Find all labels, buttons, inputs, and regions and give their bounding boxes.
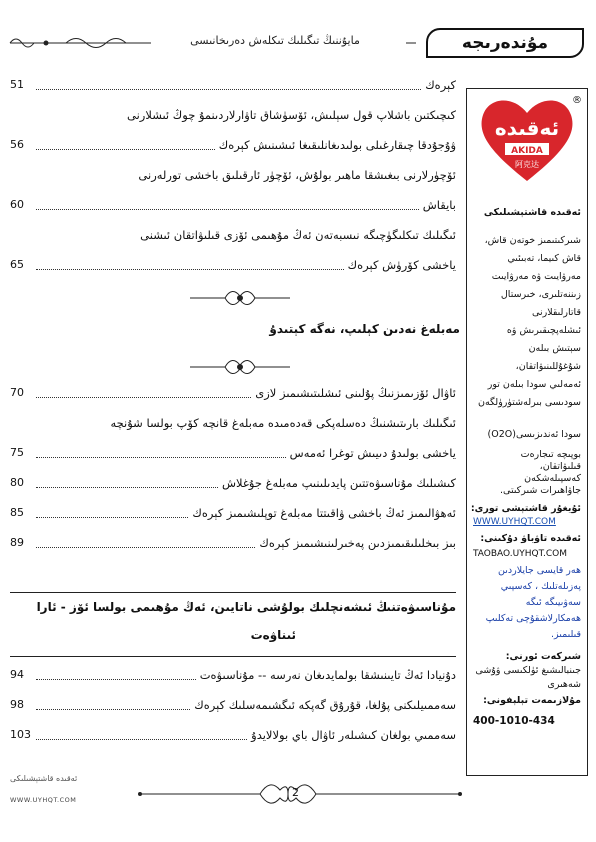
sidebar-text-line: كەسپىلەشكەن [524, 473, 581, 484]
toc-entry-title: كىچىكتىن باشلاپ قول سېلىش، ئۆسۈشاق تاۋارلاردىنمۇ چوڭ ئىشلارنى [127, 108, 456, 122]
toc-entry[interactable] [10, 414, 458, 438]
toc-entry[interactable] [10, 444, 458, 468]
divider [10, 592, 456, 593]
toc-page-number: 70 [10, 386, 24, 399]
sidebar-text-line: ھەمكارلاشقۇچى تەكلىپ [485, 613, 581, 624]
logo-latin: AKIDA [511, 146, 543, 156]
dot-leader [36, 269, 344, 270]
toc-entry[interactable] [10, 504, 458, 528]
toc-entry-title: ئەھۋالىمىز ئەڭ باخشى ۋاقىتتا مەبلەغ توپلىشىمىز كېرەك [192, 506, 456, 520]
sidebar-text-line: سەۋىيىگە ئىگە [525, 597, 581, 608]
sidebar-text-line: سېتىش بىلەن [528, 343, 581, 354]
logo-chinese: 阿克达 [515, 160, 539, 169]
toc-page-number: 56 [10, 138, 24, 151]
section-divider-ornament [190, 285, 290, 311]
toc-entry-title: ۋۇجۇدقا چىقارغىلى بولىدىغانلىقىغا ئىشىنىش كېرەك [218, 138, 456, 152]
section-title-box [426, 28, 584, 58]
toc-entry-title: سەممىي بولغان كىشىلەر ئاۋال باي بولالايدۇ [251, 728, 456, 742]
shop-url-link[interactable]: WWW.UYHQT.COM [473, 517, 556, 527]
o2o-text: (O2O)سودا ئەندىزىسى [487, 429, 581, 440]
dot-leader [36, 487, 218, 488]
toc-entry[interactable] [10, 226, 458, 250]
sidebar-text-line: قىلىۋاتقان، [539, 461, 581, 472]
toc-page-number: 85 [10, 506, 24, 519]
toc-page-number: 98 [10, 698, 24, 711]
dot-leader [36, 397, 251, 398]
toc-page-number: 51 [10, 78, 24, 91]
toc-page-number: 80 [10, 476, 24, 489]
footer-ornament [120, 774, 480, 814]
toc-page-number: 60 [10, 198, 24, 211]
toc-page-number: 103 [10, 728, 31, 741]
sidebar-text-line: جاۋاھىرات شىركىتى. [500, 485, 581, 496]
sidebar-text-line: ئىشلەپچىقىرىش ۋە [506, 325, 581, 336]
shop-label: ئۇيغۇر قاشتېشى تورى: [470, 503, 581, 514]
dot-leader [36, 149, 215, 150]
toc-entry-title: ئاۋال ئۆزىمىزنىڭ پۇلىنى ئىشلىتىشىمىز لازى [255, 386, 456, 400]
toc-page-number: 65 [10, 258, 24, 271]
dot-leader [36, 709, 190, 710]
sidebar-text-line: ھەر قايسى جايلاردىن [498, 565, 581, 576]
toc-entry[interactable] [10, 726, 458, 750]
sidebar-text-line: پەزىلەتلىك ، كەسپىي [500, 581, 581, 592]
taobao-url[interactable]: TAOBAO.UYHQT.COM [473, 549, 567, 559]
dot-leader [36, 209, 419, 210]
registered-mark: ® [572, 95, 582, 106]
toc-entry-title: كىشىلىك مۇناسىۋەتتىن پايدىلىنىپ مەبلەغ جۇغلاش [221, 476, 456, 490]
running-title: مايۇننىڭ تىگىلىك تىكلەش دەرىخانىسى [190, 34, 360, 47]
sidebar-text-line: قاش كىيما، تەبىئىي [507, 253, 581, 264]
toc-entry[interactable] [10, 384, 458, 408]
toc-entry[interactable] [10, 166, 458, 190]
taobao-label: ئەقىدە تاۋباۋ دۇكىنى: [480, 533, 581, 544]
toc-entry-title: ياخشى بولىدۇ دىيىش توغرا ئەمەس [289, 446, 456, 460]
toc-page-number: 89 [10, 536, 24, 549]
toc-entry[interactable] [10, 196, 458, 220]
sidebar-text-line: مەرۋايىت ۋە مەرۋايىت [491, 271, 581, 282]
page-number: 2 [292, 786, 299, 799]
address-label: شىركەت ئورنى: [505, 651, 581, 662]
phone-label: مۇلازىمەت تېلېفونى: [483, 695, 581, 706]
toc-entry[interactable] [10, 696, 458, 720]
section-title: مۇندەرىجە [461, 33, 549, 53]
dot-leader [36, 89, 421, 90]
footer-logo-text: ئەقىدە قاشتېشىلىكى [10, 774, 78, 783]
dot-leader [36, 679, 196, 680]
section-heading: مۇناسىۋەتنىڭ ئىشەنچلىك بولۇشى ناتايىن، ئەڭ مۇھىمى بولسا ئۆز - ئارا [36, 600, 456, 614]
address-line: شەھىرى [547, 679, 581, 690]
toc-entry[interactable] [10, 136, 458, 160]
toc-entry[interactable] [10, 106, 458, 130]
toc-entry-title: ئىگىلىك بارىتىشنىڭ دەسلەپكى قەدەمىدە مەبلەغ قانچە كۆپ بولسا شۇنچە [110, 416, 456, 430]
address-line: جىنبالىشىغ ئۈلكىسى ۋۇشى [475, 665, 581, 676]
sidebar-text-line: سودىسى بىرلەشتۈرۈلگەن [477, 397, 581, 408]
sidebar-text-line: بوپىچە تىجارەت [520, 449, 581, 460]
section-divider-ornament [190, 354, 290, 380]
toc-page-number: 94 [10, 668, 24, 681]
section-heading: مەبلەغ نەدىن كېلىپ، نەگە كېتىدۇ [269, 322, 460, 336]
sidebar-text-line: قاتارلىقلارنى [532, 307, 581, 318]
dot-leader [36, 547, 255, 548]
company-title: ئەقىدە قاشتېشىلىكى [483, 207, 581, 218]
toc-entry-title: بايقاش [422, 198, 456, 212]
toc-entry[interactable] [10, 256, 458, 280]
dot-leader [36, 517, 188, 518]
dot-leader [36, 739, 247, 740]
toc-page-number: 75 [10, 446, 24, 459]
toc-entry[interactable] [10, 666, 458, 690]
sidebar-text-line: قىلىمىز. [550, 629, 581, 640]
dot-leader [36, 457, 286, 458]
toc-entry-title: ياخشى كۆرۈش كېرەك [347, 258, 456, 272]
advertisement-sidebar [466, 88, 588, 776]
toc-entry[interactable] [10, 474, 458, 498]
toc-entry-title: ئۆچۈرلارنى بىغىشقا ماھىر بولۇش، ئۆچۈر ئارقىلىق باخشى تورلەرنى [138, 168, 456, 182]
sidebar-text-line: ئەمەلىي سودا بىلەن تور [487, 379, 581, 390]
sidebar-text-line: شۇغۇللىنىۋاتقان، [515, 361, 581, 372]
akida-logo [469, 91, 585, 185]
toc-entry-title: كېرەك [425, 78, 456, 92]
phone-number: 400-1010-434 [473, 715, 555, 727]
toc-entry[interactable] [10, 534, 458, 558]
toc-entry-title: بىز بىخلىلىقىمىزدىن پەخىرلىنىشىمىز كېرەك [259, 536, 456, 550]
toc-entry-title: سەممىيلىكنى پۇلغا، قۇرۇق گەپكە ئىگشىمەسلىك كېرەك [194, 698, 456, 712]
sidebar-text-line: شىركىتىمىز خوتەن قاش، [484, 235, 581, 246]
toc-entry-title: ئىگىلىك تىكلىگۈچىگە نىسبەتەن ئەڭ مۇھىمى ئۆزى قىلىۋاتقان ئىشنى [140, 228, 456, 242]
toc-entry[interactable] [10, 76, 458, 100]
divider [10, 656, 456, 657]
sidebar-text-line: زىننەتلىرى، خىرستال [500, 289, 581, 300]
section-heading: ئىناۋەت [250, 628, 296, 642]
toc-entry-title: دۇنيادا ئەڭ تايىنىشقا بولمايدىغان نەرسە -- مۇناسىۋەت [199, 668, 456, 682]
logo-brand: ئەقىدە [494, 116, 560, 140]
footer-url: WWW.UYHQT.COM [10, 796, 77, 804]
